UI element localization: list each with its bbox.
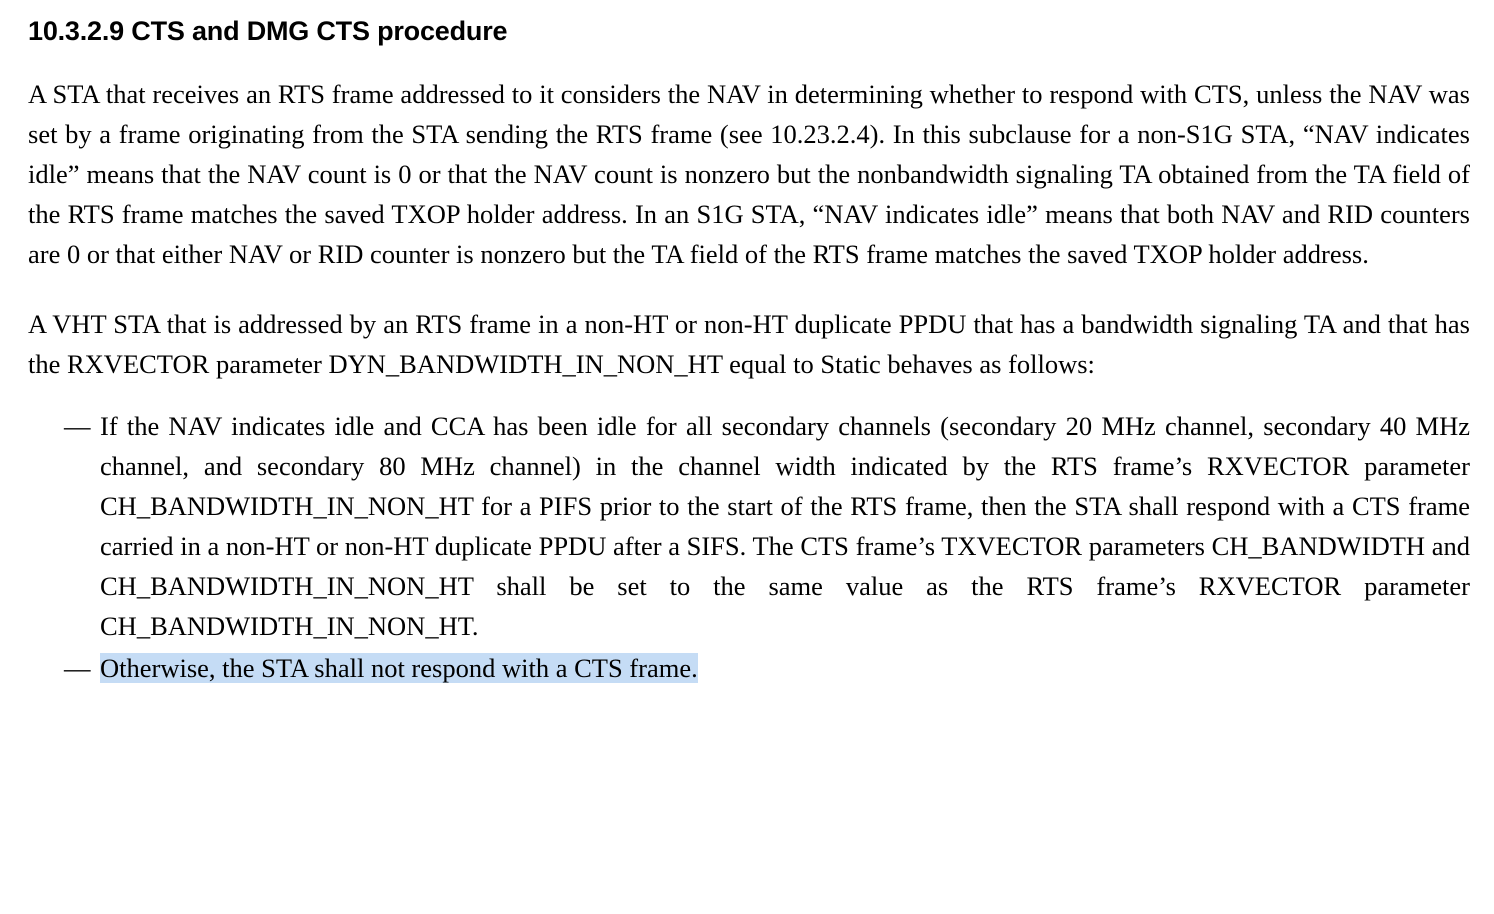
list-item: [28, 648, 1478, 688]
list-item: [28, 406, 1478, 646]
page-title: 10.3.2.9 CTS and DMG CTS procedure: [28, 16, 508, 46]
paragraph-2: A VHT STA that is addressed by an RTS frame in a non-HT or non-HT duplicate PPDU that has a bandwidth signaling TA and that has the RXVECTOR parameter DYN_BANDWIDTH_IN_NON_HT equal to Static behaves as follows:: [28, 309, 1470, 379]
list-item-text: If the NAV indicates idle and CCA has been idle for all secondary channels (secondary 20 MHz channel, secondary 40 MHz channel, and secondary 80 MHz channel) in the channel width indicated by the RTS frame’s RXVECTOR parameter CH_BANDWIDTH_IN_NON_HT for a PIFS prior to the start of the RTS frame, then the STA shall respond with a CTS frame carried in a non-HT or non-HT duplicate PPDU after a SIFS. The CTS frame’s TXVECTOR parameters CH_BANDWIDTH and CH_BANDWIDTH_IN_NON_HT shall be set to the same value as the RTS frame’s RXVECTOR parameter CH_BANDWIDTH_IN_NON_HT.: [100, 411, 1470, 641]
em-dash-bullet-icon: —: [64, 653, 91, 683]
highlighted-text: Otherwise, the STA shall not respond with a CTS frame.: [100, 653, 698, 683]
bulleted-list: [28, 406, 1478, 688]
em-dash-bullet-icon: —: [64, 411, 91, 441]
list-item-text-highlighted: [100, 648, 1478, 688]
paragraph-1: A STA that receives an RTS frame addressed to it considers the NAV in determining whether to respond with CTS, unless the NAV was set by a frame originating from the STA sending the RTS frame (see 10.23.2.4). In this subclause for a non-S1G STA, “NAV indicates idle” means that the NAV count is 0 or that the NAV count is nonzero but the nonbandwidth signaling TA obtained from the TA field of the RTS frame matches the saved TXOP holder address. In an S1G STA, “NAV indicates idle” means that both NAV and RID counters are 0 or that either NAV or RID counter is nonzero but the TA field of the RTS frame matches the saved TXOP holder address.: [28, 79, 1470, 269]
